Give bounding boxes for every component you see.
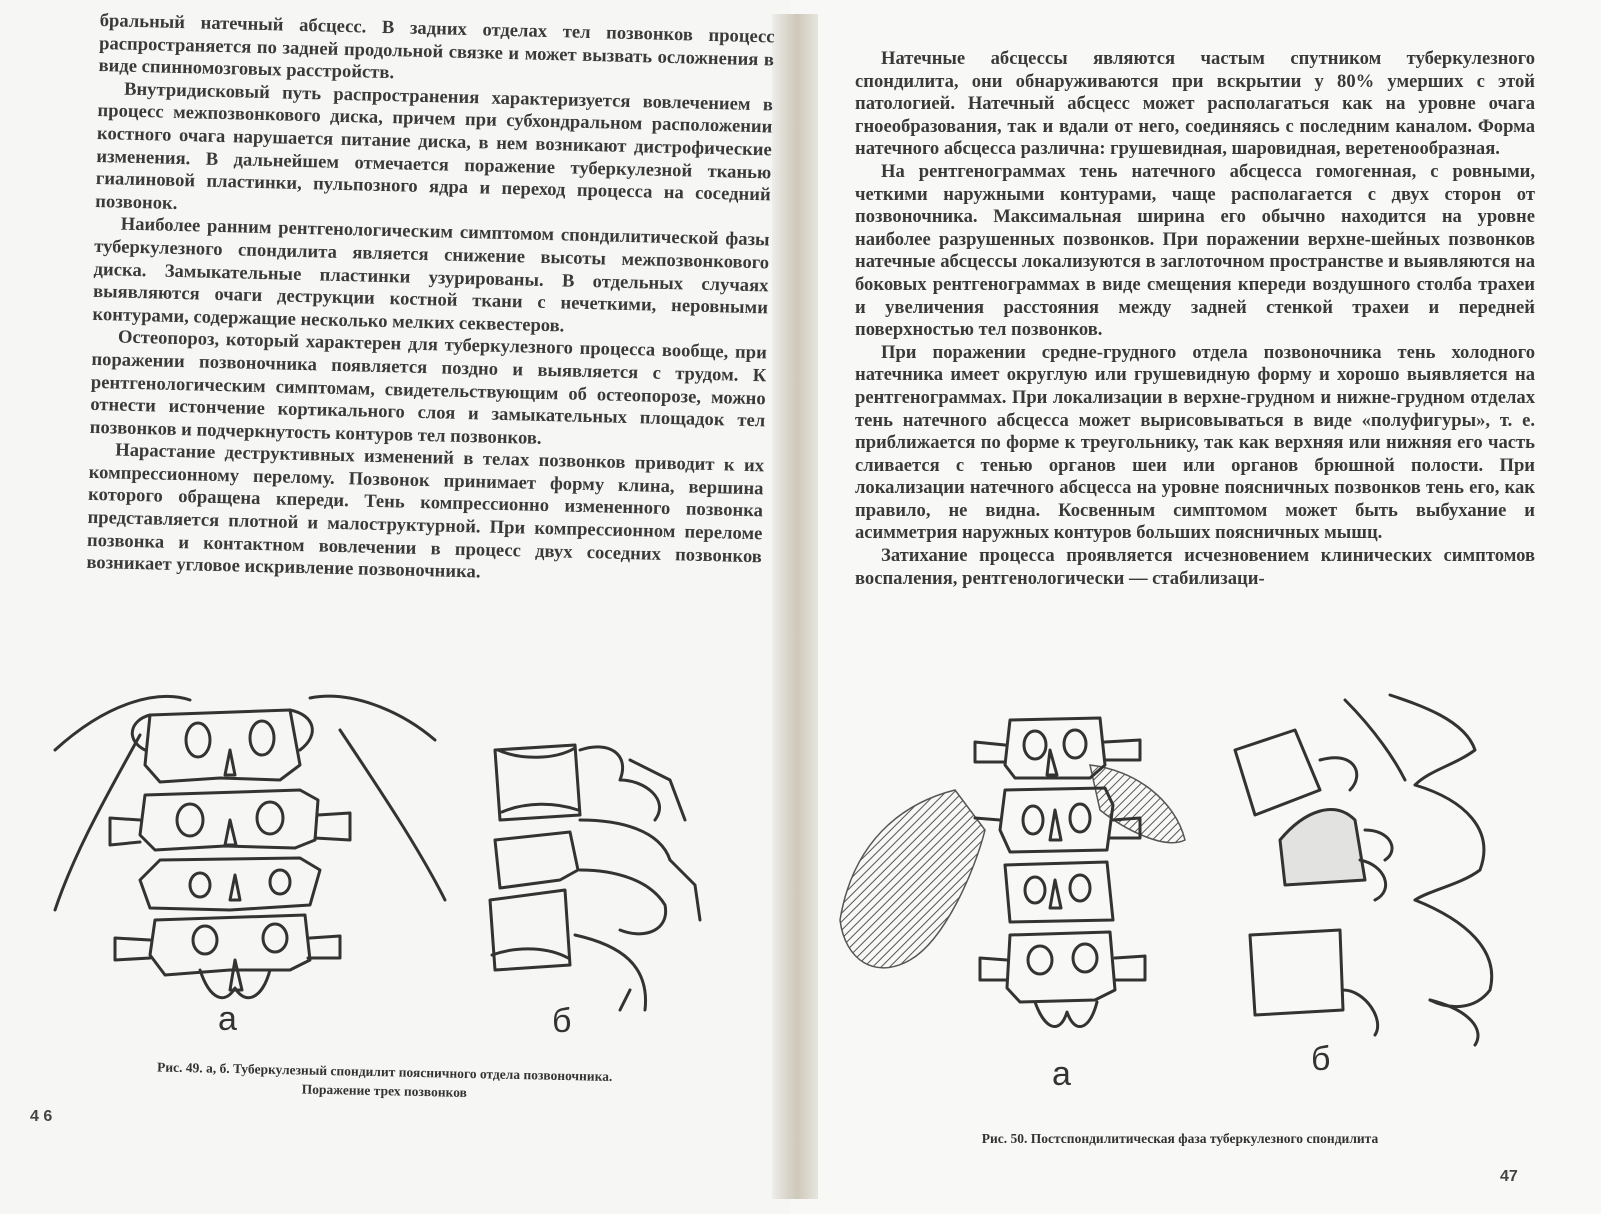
left-paragraph-5: Нарастание деструктивных изменений в телах позвонков приводит к их компрессионному перелому. Позвонок принимает форму клина, вершина которого обращена кпереди. Тень компрессионно измененного позвонка представляется плотной и малоструктурной. При компрессионном переломе позвонка и контактном вовлечении в процесс двух соседних позвонков возникает угловое искривление позвоночника. xyxy=(86,439,765,583)
right-paragraph-4: Затихание процесса проявляется исчезновением клинических симптомов воспаления, рентгенологически — стабилизаци- xyxy=(855,545,1535,589)
left-paragraph-1: бральный натечный абсцесс. В задних отделах тел позвонков процесс распространяется по задней продольной связке и может вызвать осложнения в виде спинномозговых расстройств. xyxy=(98,10,775,84)
figure-50a-spine-frontal-abscess xyxy=(835,690,1195,1050)
right-paragraph-2: На рентгенограммах тень натечного абсцесса гомогенная, с ровными, четкими наружными контурами, чаще располагается с двух сторон от позвоночника. Максимальная ширина его обычно находится на уровне наиболее разрушенных позвонков. При поражении верхне-шейных позвонков натечные абсцессы локализуются в заглоточном пространстве и выявляются на боковых рентгенограммах в виде смещения кпереди воздушного столба трахеи и увеличения расстояния между задней стенкой трахеи и передней поверхностью тел позвонков. xyxy=(855,160,1535,341)
book-gutter xyxy=(772,14,818,1199)
figure-50-label-b: б xyxy=(1311,1040,1331,1078)
figure-49-caption-line2: Поражение трех позвонков xyxy=(301,1081,468,1100)
figure-49a-spine-frontal xyxy=(50,670,450,1030)
figure-49-caption-line1: Рис. 49. а, б. Туберкулезный спондилит поясничного отдела позвоночника. xyxy=(156,1059,613,1084)
left-paragraph-4: Остеопороз, который характерен для туберкулезного процесса вообще, при поражении позвоночника появляется поздно и выявляется с трудом. К рентгенологическим симптомам, свидетельствующим об остеопорозе, можно отнести истончение кортикального слоя и замыкательных площадок тел позвонков и подчеркнутость контуров тел позвонков. xyxy=(89,326,768,449)
figure-50b-spine-lateral xyxy=(1225,690,1515,1050)
right-paragraph-1: Натечные абсцессы являются частым спутником туберкулезного спондилита, они обнаруживаются при вскрытии у 80% умерших с этой патологией. Натечный абсцесс может располагаться как на уровне очага гноеобразования, так и вдали от него, соединяясь с последним каналом. Форма натечного абсцесса различна: грушевидная, шаровидная, веретенообразная. xyxy=(855,48,1535,160)
figure-49b-spine-lateral xyxy=(470,720,730,1020)
left-page-number: 4 6 xyxy=(30,1108,53,1125)
right-page-text xyxy=(855,48,1535,590)
figure-49-label-b: б xyxy=(552,1002,572,1040)
figure-50-caption: Рис. 50. Постспондилитическая фаза туберкулезного спондилита xyxy=(981,1131,1379,1146)
left-paragraph-3: Наиболее ранним рентгенологическим симптомом спондилитической фазы туберкулезного спондилита является снижение высоты межпозвонкового диска. Замыкательные пластинки узурированы. В отдельных случаях выявляются очаги деструкции костной ткани с нечеткими, неровными контурами, содержащие несколько мелких секвестеров. xyxy=(92,213,770,337)
figure-49-label-a: а xyxy=(218,1000,237,1038)
right-paragraph-3: При поражении средне-грудного отдела позвоночника тень холодного натечника имеет округлую или грушевидную форму и хорошо выявляется на рентгенограммах. При локализации в верхне-грудном и нижне-грудном отделах тень натечного абсцесса может вырисовываться в виде «полуфигуры», т. е. приближается по форме к треугольнику, так как верхняя или нижняя его часть сливается с тенью органов шеи или органов брюшной полости. При локализации натечного абсцесса на уровне поясничных позвонков тень его, как правило, не видна. Косвенным симптомом может быть выбухание и асимметрия наружных контуров больших поясничных мышц. xyxy=(855,341,1535,544)
left-paragraph-2: Внутридисковый путь распространения характеризуется вовлечением в процесс межпозвонкового диска, причем при субхондральном расположении костного очага нарушается питание диска, в нем возникают дистрофические изменения. В дальнейшем отмечается поражение туберкулезной тканью гиалиновой пластинки, пульпозного ядра и переход процесса на соседний позвонок. xyxy=(95,78,774,214)
figure-50-label-a: а xyxy=(1052,1055,1071,1093)
left-page-text xyxy=(86,10,775,591)
right-page-number: 47 xyxy=(1500,1168,1518,1185)
